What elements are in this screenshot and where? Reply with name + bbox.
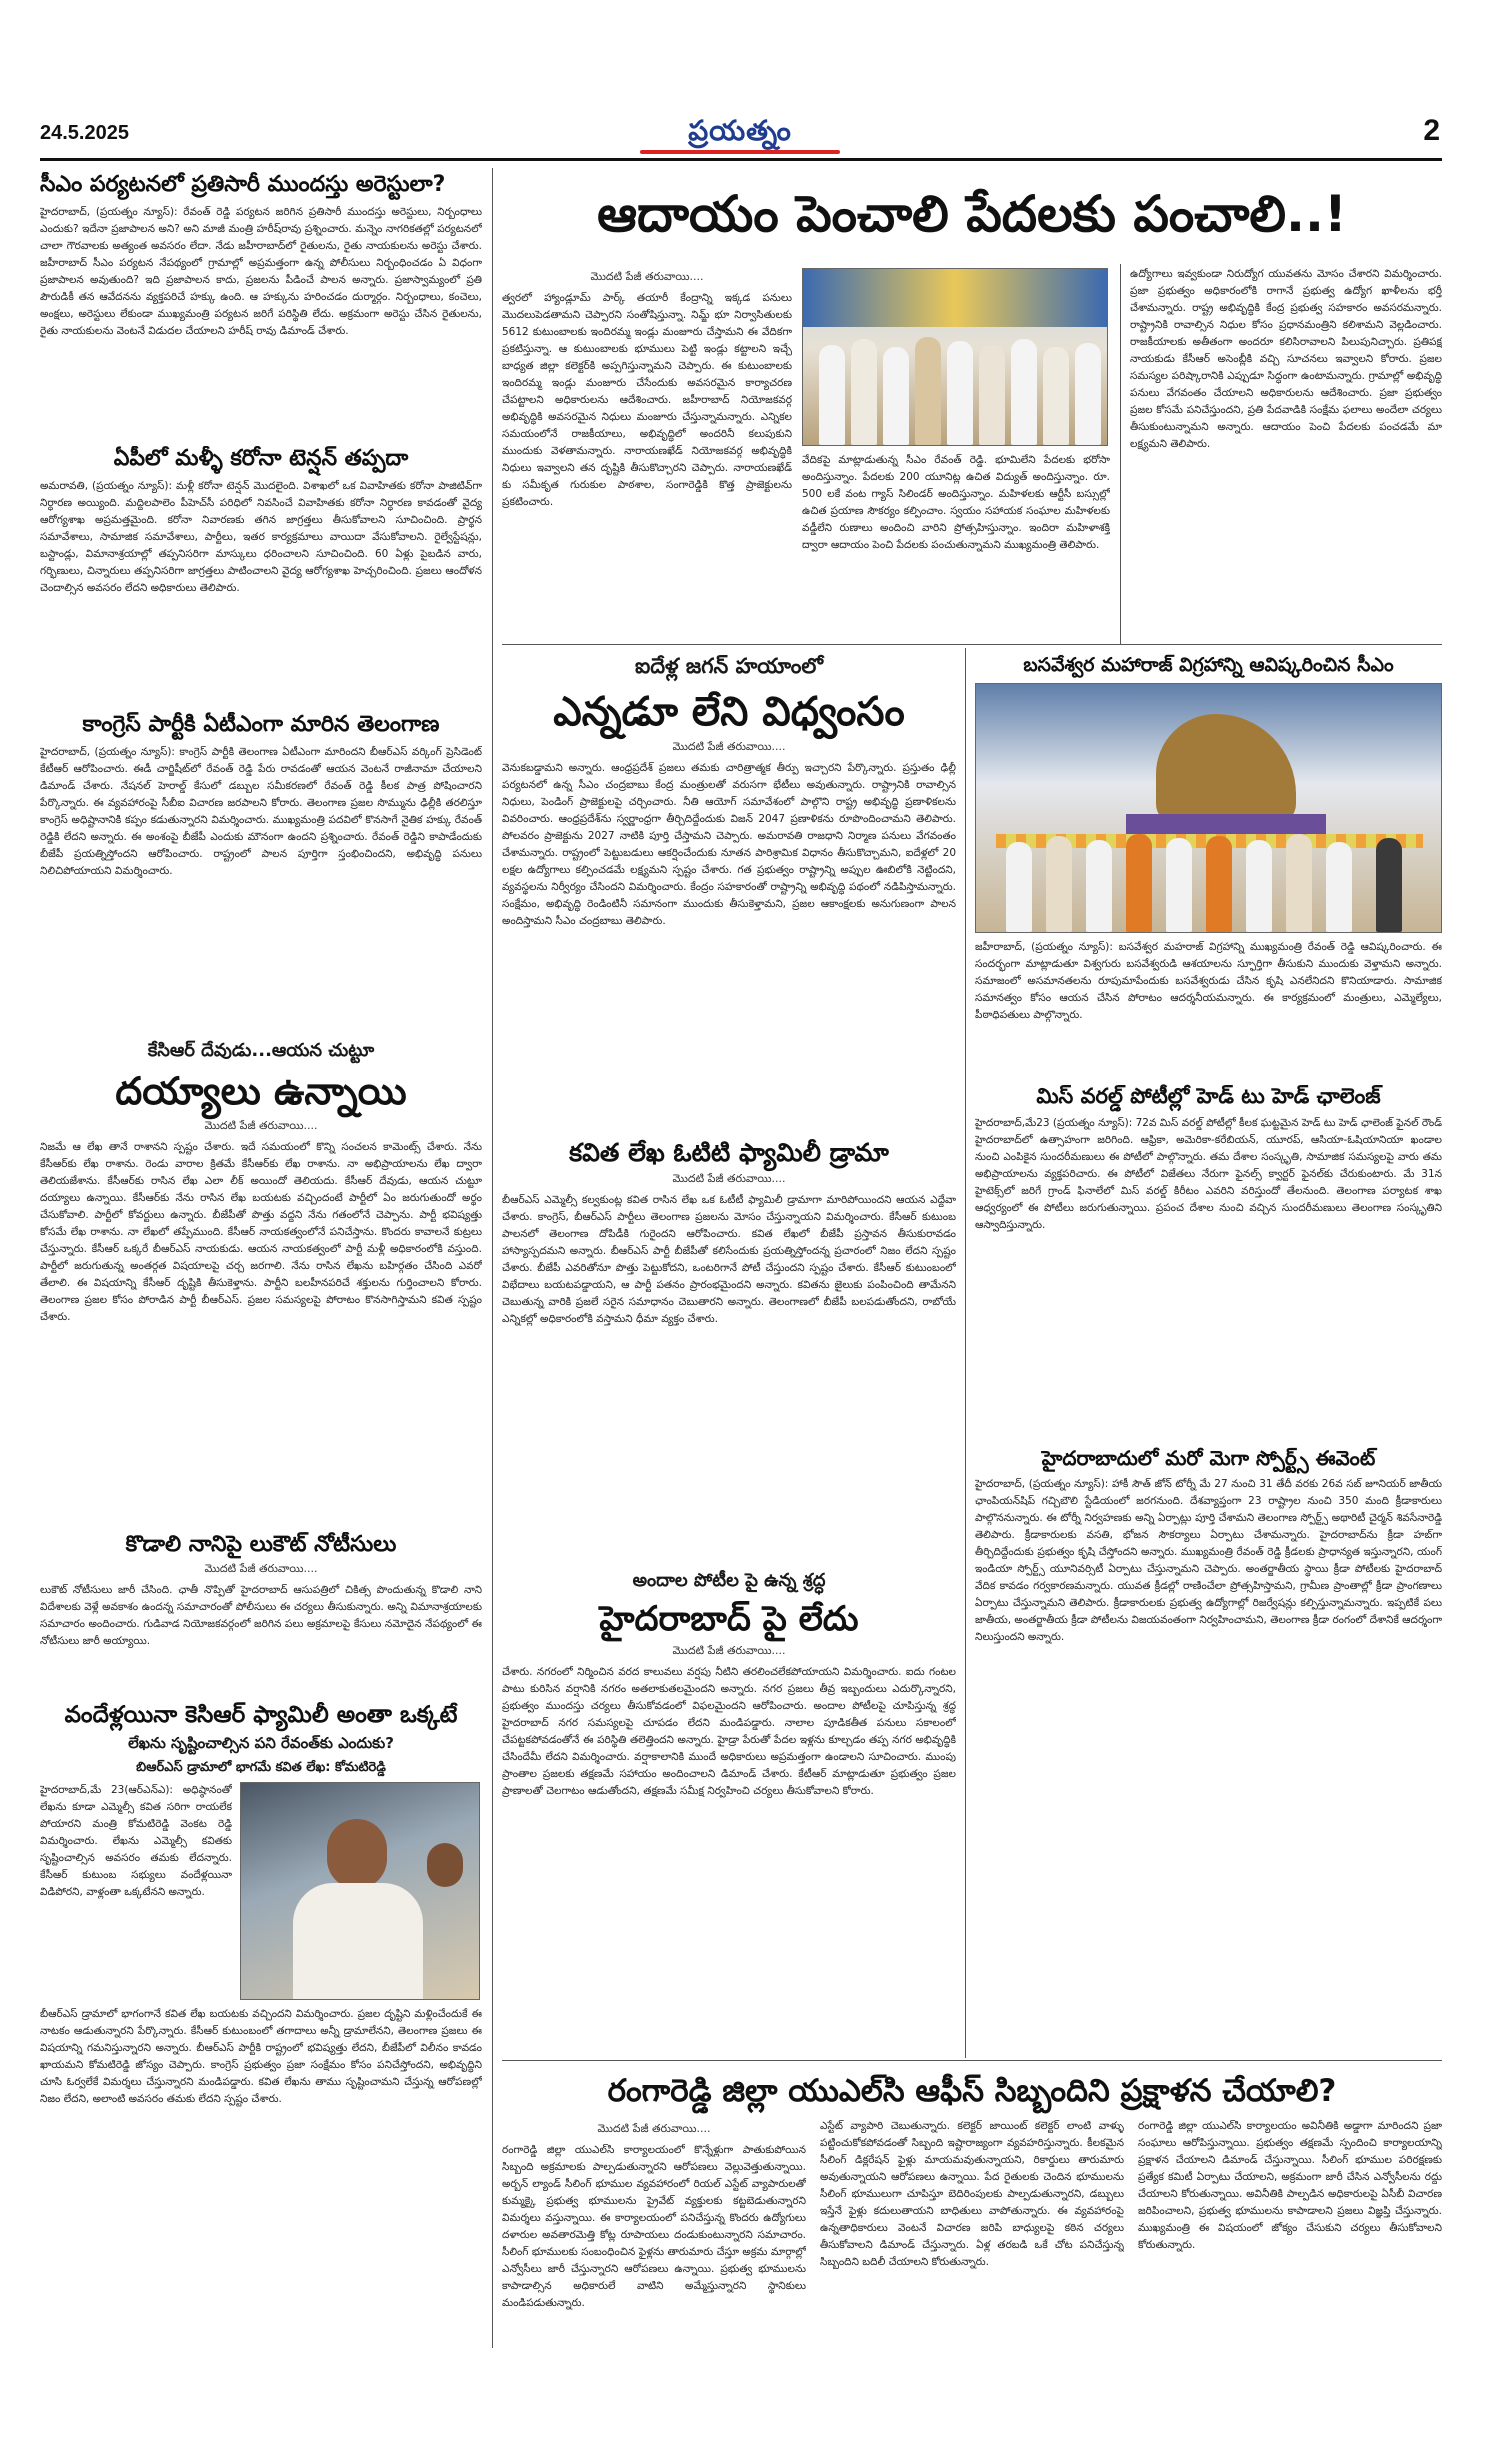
headline: కాంగ్రెస్ పార్టీకి ఏటీఎంగా మారిన తెలంగాణ (82, 712, 440, 737)
person-body-shape (293, 1883, 423, 2000)
person-shape (1126, 834, 1152, 932)
article-kcr-devils (40, 1040, 482, 1526)
article-body: వెనుకబడ్డామని అన్నారు. ఆంధ్రప్రదేశ్ ప్రజలు తమకు చారిత్రాత్మక తీర్పు ఇచ్చారని పేర్కొన్నారు. ప్రస్తుతం ఢిల్లీ పర్యటనలో ఉన్న సీఎం చంద్రబాబు కేంద్ర మంత్రులతో వరుసగా భేటీలు అవుతున్నారు. రాష్ట్రానికి రావాల్సిన నిధులు, పెండింగ్ ప్రాజెక్టులపై చర్చించారు. నీతి ఆయోగ్ సమావేశంలో పాల్గొని రాష్ట్ర అభివృద్ధి ప్రణాళికలను వివరించారు. ఆంధ్రప్రదేశ్‌ను స్వర్ణాంధ్రగా తీర్చిదిద్దేందుకు విజన్ 2047 ప్రణాళికను రూపొందించామని తెలిపారు. పోలవరం ప్రాజెక్టును 2027 నాటికి పూర్తి చేస్తామని చెప్పారు. అమరావతి రాజధాని నిర్మాణ పనులు వేగవంతం చేశామన్నారు. రాష్ట్రంలో పెట్టుబడులు ఆకర్షించేందుకు నూతన పారిశ్రామిక విధానం తీసుకొచ్చామని, ఐదేళ్లలో 20 లక్షల ఉద్యోగాలు కల్పించడమే లక్ష్యమని స్పష్టం చేశారు. గత ప్రభుత్వం రాష్ట్రాన్ని అప్పుల ఊబిలోకి నెట్టిందని, వ్యవస్థలను నిర్వీర్యం చేసిందని విమర్శించారు. కేంద్రం సహకారంతో రాష్ట్రాన్ని అభివృద్ధి పథంలో నడిపిస్తామన్నారు. సంక్షేమం, అభివృద్ధి రెండింటినీ సమానంగా ముందుకు తీసుకెళ్తామని, ప్రజల ఆకాంక్షలకు అనుగుణంగా పాలన అందిస్తామని సీఎం చంద్రబాబు తెలిపారు. (502, 762, 956, 927)
article-body: వేదికపై మాట్లాడుతున్న సీఎం రేవంత్ రెడ్డి. భూమిలేని పేదలకు భరోసా అందిస్తున్నాం. పేదలకు 200 యూనిట్ల ఉచిత విద్యుత్ అందిస్తున్నాం. రూ. 500 లకే వంట గ్యాస్ సిలిండర్ అందిస్తున్నాం. మహిళలకు ఆర్టీసీ బస్సుల్లో ఉచిత ప్రయాణ సౌకర్యం కల్పించాం. స్వయం సహాయక సంఘాల మహిళలకు వడ్డీలేని రుణాలు అందించి వారిని ప్రోత్సహిస్తున్నాం. ఇందిరా మహిళాశక్తి ద్వారా ఆదాయం పెంచి పేదలకు పంచుతున్నామని ముఖ్యమంత్రి తెలిపారు. (802, 454, 1110, 551)
person-shape (1246, 840, 1272, 932)
headline: ఏపీలో మళ్ళీ కరోనా టెన్షన్ తప్పదా (113, 446, 409, 471)
headline: కవిత లేఖ ఓటిటి ఫ్యామిలీ డ్రామా (569, 1138, 889, 1167)
continued-label: మొదటి పేజీ తరువాయి.... (590, 270, 704, 283)
article-body: త్వరలో హ్యాండ్లూమ్ పార్క్ త‌యారీ కేంద్రాన్ని ఇక్కడ పనులు మొదలుపెడతామని చెప్పారని సంతోషిస్తున్నా. నిమ్జ్ భూ నిర్వాసితులకు 5612 కుటుంబాలకు ఇందిరమ్మ ఇండ్లు మంజూరు చేస్తామని ఈ వేదికగా ప్రకటిస్తున్నా. ఆ కుటుంబాలకు భూములు పెట్టి ఇండ్లు కట్టాలని ఇచ్చే బాధ్యత జిల్లా కలెక్టర్‌కి అప్పగిస్తున్నామని చెప్పారు. ఈ కుటుంబాలకు ఇందిరమ్మ ఇండ్లు మంజూరు చేసేందుకు అవసరమైన కార్యాచరణ చేపట్టాలని అధికారులను ఆదేశించారు. జహీరాబాద్ నియోజకవర్గ అభివృద్ధికి అవసరమైన నిధులు మంజూరు చేస్తున్నామన్నారు. ఎన్నికల సమయంలోనే రాజకీయాలు, అభివృద్ధిలో అందరినీ కలుపుకుని ముందుకు వెళతామన్నారు. నారాయణఖేడ్ నియోజకవర్గ అభివృద్ధికి నిధులు ఇవ్వాలని తన దృష్టికి తీసుకొచ్చారని చెప్పారు. నారాయణఖేడ్ కు సమీకృత గురుకుల పాఠశాల, సంగారెడ్డికి కొత్త ప్రాజెక్టులను ప్రకటించారు. (502, 292, 792, 508)
person-shape (1376, 838, 1402, 932)
person-shape (819, 345, 845, 445)
left-column (40, 172, 482, 2348)
lead-photo-caption-column (802, 452, 1110, 638)
bottom-column (1138, 2118, 1442, 2342)
article-miss-world (975, 1084, 1442, 1438)
lead-headline: ఆదాయం పెంచాలి పేదలకు పంచాలి..! (597, 185, 1347, 243)
headline: రంగారెడ్డి జిల్లా యుఎల్‌సి ఆఫీస్ సిబ్బందిని ప్రక్షాళన చేయాలి? (607, 2073, 1337, 2109)
person-shape (915, 337, 941, 445)
page-number: 2 (1423, 114, 1440, 147)
continued-label: మొదటి పేజీ తరువాయి.... (672, 1172, 786, 1185)
continued-label: మొదటి పేజీ తరువాయి.... (597, 2122, 711, 2135)
article-body: ఎస్టేట్ వ్యాపారి చెబుతున్నారు. కలెక్టర్ జాయింట్ కలెక్టర్ లాంటి వాళ్ళు పట్టించుకోకపోవడంతో సిబ్బంది ఇష్టారాజ్యంగా వ్యవహరిస్తున్నారు. కీలకమైన సీలింగ్ డిక్లరేషన్ ఫైళ్లు మాయమవుతున్నాయని, రికార్డులు తారుమారు అవుతున్నాయని ఆరోపణలు ఉన్నాయి. పేద రైతులకు చెందిన భూములను సీలింగ్ భూములుగా చూపిస్తూ బెదిరింపులకు పాల్పడుతున్నారని, డబ్బులు ఇస్తేనే ఫైళ్లు కదులుతాయని బాధితులు వాపోతున్నారు. ఈ వ్యవహారంపై ఉన్నతాధికారులు వెంటనే విచారణ జరిపి బాధ్యులపై కఠిన చర్యలు తీసుకోవాలని డిమాండ్ చేస్తున్నారు. ఏళ్ల తరబడి ఒకే చోట పనిచేస్తున్న సిబ్బందిని బదిలీ చేయాలని కోరుతున్నారు. (820, 2120, 1124, 2268)
masthead (40, 114, 1440, 156)
kicker: అందాల పోటీల పై ఉన్న శ్రద్ధ (632, 1570, 826, 1591)
article-body: నిజమే ఆ లేఖ తానే రాశానని స్పష్టం చేశారు. ఇదే సమయంలో కొన్ని సంచలన కామెంట్స్ చేశారు. నేను కేసీఆర్‌కు లేఖ రాశాను. రెండు వారాల క్రితమే కేసీఆర్‌కు లేఖ రాశాను. నా అభిప్రాయాలను లేఖ ద్వారా తెలియజేశాను. కేసీఆర్‌కు రాసిన లేఖ ఎలా లీక్ అయిందో తెలియదు. కేసీఆర్ దేవుడు, ఆయన చుట్టూ దయ్యాలు ఉన్నాయి. కేసీఆర్‌కు నేను రాసిన లేఖ బయటకు వచ్చిందంటే పార్టీలో ఏం జరుగుతుందో అర్థం చేసుకోవాలి. పార్టీలో కోవర్టులు ఉన్నారు. బీజేపీతో పొత్తు వద్దని నేను గతంలోనే చెప్పాను. పార్టీ భవిష్యత్తు కోసమే లేఖ రాశాను. నా లేఖలో తప్పేముంది. కేసీఆర్ నాయకత్వంలోనే పనిచేస్తాను. కొందరు కావాలనే కుట్రలు చేస్తున్నారు. కేసీఆర్ ఒక్కరే బీఆర్ఎస్ నాయకుడు. ఆయన నాయకత్వంలో పార్టీ మళ్లీ అధికారంలోకి వస్తుంది. పార్టీలో జరుగుతున్న అంతర్గత విషయాలపై చర్చ జరగాలి. నేను రాసిన లేఖను బహిర్గతం చేసింది ఎవరో తేలాలి. ఈ విషయాన్ని కేసీఆర్ దృష్టికి తీసుకెళ్తాను. పార్టీని బలహీనపరిచే శక్తులను గుర్తించాలని కోరారు. తెలంగాణ ప్రజల కోసం పోరాడిన పార్టీ బీఆర్ఎస్. ప్రజల సమస్యలపై పోరాటం కొనసాగిస్తామని కవిత స్పష్టం చేశారు. (40, 1140, 482, 1323)
continued-label: మొదటి పేజీ తరువాయి.... (672, 740, 786, 753)
komatireddy-photo (240, 1782, 480, 2000)
column-divider (492, 168, 493, 2348)
logo-swoosh (640, 150, 840, 154)
section-divider (502, 2060, 1442, 2061)
article-congress-atm (40, 712, 482, 1036)
article-hyderabad-neglect (502, 1570, 956, 2050)
article-basaveshwara (975, 654, 1442, 1070)
person-shape (1086, 840, 1112, 932)
newspaper-logo (610, 116, 870, 152)
cm-meeting-photo (802, 268, 1108, 446)
article-sports-event (975, 1446, 1442, 2046)
headline: బసవేశ్వర మహారాజ్ విగ్రహాన్ని ఆవిష్కరించిన సీఎం (1023, 654, 1394, 676)
headline: వందేళ్లయినా కెసిఆర్ ఫ్యామిలీ అంతా ఒక్కటే (64, 1702, 458, 1728)
person-shape (1075, 343, 1101, 445)
continued-label: మొదటి పేజీ తరువాయి.... (204, 1562, 318, 1576)
article-kcr-family (40, 1702, 482, 2342)
bottom-column (502, 2118, 806, 2342)
middle-column (502, 654, 956, 2054)
continued-label: మొదటి పేజీ తరువాయి.... (204, 1118, 318, 1132)
statue-unveiling-photo (975, 683, 1442, 933)
lead-column-1 (502, 266, 792, 638)
headline: దయ్యాలు ఉన్నాయి (115, 1069, 407, 1113)
person-shape (1166, 838, 1192, 932)
kicker: ఐదేళ్ల జగన్ హయాంలో (634, 654, 824, 678)
kicker: కేసిఆర్ దేవుడు...ఆయన చుట్టూ (147, 1040, 375, 1061)
article-body: చేశారు. నగరంలో నిర్మించిన వరద కాలువలు వర్షపు నీటిని తరలించలేకపోయాయని విమర్శించారు. ఐదు గంటల పాటు కురిసిన వర్షానికి నగరం అతలాకుతలమైందని అన్నారు. నగర ప్రజలు తీవ్ర ఇబ్బందులు ఎదుర్కొన్నారని, ప్రభుత్వం ముందస్తు చర్యలు తీసుకోవడంలో విఫలమైందని ఆరోపించారు. అందాల పోటీలపై చూపిస్తున్న శ్రద్ధ హైదరాబాద్ నగర సమస్యలపై చూపడం లేదని మండిపడ్డారు. నాలాల పూడికతీత పనులు సకాలంలో చేపట్టకపోవడంతోనే ఈ పరిస్థితి తలెత్తిందని అన్నారు. హైడ్రా పేరుతో పేదల ఇళ్లను కూల్చడం తప్ప నగర అభివృద్ధికి చేసిందేమీ లేదని విమర్శించారు. వర్షాకాలానికి ముందే అధికారులు అప్రమత్తంగా ఉండాలని సూచించారు. ముంపు ప్రాంతాల ప్రజలకు తక్షణమే సహాయం అందించాలని డిమాండ్ చేశారు. కేటీఆర్ మాట్లాడుతూ ప్రభుత్వం ప్రజల ప్రాణాలతో చెలగాటం ఆడుతోందని, తక్షణమే సమీక్ష నిర్వహించి చర్యలు తీసుకోవాలని కోరారు. (502, 1665, 956, 1797)
person-head-shape (327, 1819, 387, 1889)
article-body: హైదరాబాద్, (ప్రయత్నం న్యూస్): హాకీ సౌత్ జోన్ టోర్నీ మే 27 నుంచి 31 తేదీ వరకు 26వ సబ్ జూనియర్ జాతీయ ఛాంపియన్‌షిప్ గచ్చిబౌలి స్టేడియంలో జరగనుంది. దేశవ్యాప్తంగా 23 రాష్ట్రాల నుంచి 350 మంది క్రీడాకారులు పాల్గొననున్నారు. ఈ టోర్నీ నిర్వహణకు అన్ని ఏర్పాట్లు పూర్తి చేశామని తెలంగాణ స్పోర్ట్స్ అథారిటీ చైర్మన్ శివసేనారెడ్డి తెలిపారు. క్రీడాకారులకు వసతి, భోజన సౌకర్యాలు ఏర్పాటు చేశామన్నారు. హైదరాబాద్‌ను క్రీడా హబ్‌గా తీర్చిదిద్దేందుకు ప్రభుత్వం కృషి చేస్తోందని అన్నారు. ముఖ్యమంత్రి రేవంత్ రెడ్డి క్రీడలకు ప్రాధాన్యత ఇస్తున్నారని, యంగ్ ఇండియా స్పోర్ట్స్ యూనివర్సిటీ ఏర్పాటు చేస్తున్నామని చెప్పారు. అంతర్జాతీయ స్థాయి క్రీడా పోటీలకు హైదరాబాద్ వేదిక కావడం గర్వకారణమన్నారు. యువత క్రీడల్లో రాణించేలా ప్రోత్సహిస్తామని, గ్రామీణ ప్రాంతాల్లో క్రీడా ప్రాంగణాలు ఏర్పాటు చేస్తున్నామని తెలిపారు. క్రీడాకారులకు ప్రభుత్వ ఉద్యోగాల్లో రిజర్వేషన్లు కల్పిస్తున్నామన్నారు. ఇప్పటికే పలు జాతీయ, అంతర్జాతీయ క్రీడా పోటీలను విజయవంతంగా నిర్వహించామని, తెలంగాణ క్రీడా రంగంలో దేశానికే ఆదర్శంగా నిలుస్తుందని అన్నారు. (975, 1478, 1442, 1643)
article-body: అమరావతి, (ప్రయత్నం న్యూస్): మళ్లీ కరోనా టెన్షన్ మొదలైంది. విశాఖలో ఒక వివాహితకు కరోనా పాజిటివ్‌గా నిర్ధారణ అయ్యింది. మద్దిలపాలెం పీహెచ్‌సీ పరిధిలో నివసించే వివాహితకు కరోనా నిర్ధారణ కావడంతో వైద్య ఆరోగ్యశాఖ అప్రమత్తమైంది. కరోనా నివారణకు తగిన జాగ్రత్తలు తీసుకోవాలని సూచించింది. ప్రార్థన సమావేశాలు, సామాజిక సమావేశాలు, పార్టీలు, ఇతర కార్యక్రమాలు వాయిదా వేసుకోవాలని. రైల్వేస్టేషన్లు, బస్టాండ్లు, విమానాశ్రయాల్లో తప్పనిసరిగా మాస్కులు ధరించాలని సూచించింది. 60 ఏళ్లు పైబడిన వారు, గర్భిణులు, చిన్నారులు తప్పనిసరిగా జాగ్రత్తలు పాటించాలని వైద్య ఆరోగ్యశాఖ హెచ్చరించింది. ప్రజలు ఆందోళన చెందాల్సిన అవసరం లేదని అధికారులు తెలిపారు. (40, 480, 482, 595)
headline: కొడాలి నానిపై లుకౌట్ నోటీసులు (125, 1532, 397, 1557)
article-kavitha-ott (502, 1138, 956, 1558)
article-body: జహీరాబాద్, (ప్రయత్నం న్యూస్): బసవేశ్వర మహరాజ్ విగ్రహాన్ని ముఖ్యమంత్రి రేవంత్ రెడ్డి ఆవిష్కరించారు. ఈ సందర్భంగా మాట్లాడుతూ విశ్వగురు బసవేశ్వరుడి ఆశయాలను స్ఫూర్తిగా తీసుకుని ముందుకు వెళ్తామని అన్నారు. సమాజంలో అసమానతలను రూపుమాపేందుకు బసవేశ్వరుడు చేసిన కృషి ఎనలేనిదని కొనియాడారు. సామాజిక సమానత్వం కోసం ఆయన చేసిన పోరాటం ఆదర్శనీయమన్నారు. ఈ కార్యక్రమంలో మంత్రులు, ఎమ్మెల్యేలు, పీఠాధిపతులు పాల్గొన్నారు. (975, 940, 1442, 1021)
person-shape (1286, 834, 1312, 932)
person-shape (1043, 347, 1069, 445)
article-arrests (40, 172, 482, 440)
horse-statue-shape (1156, 714, 1296, 824)
continued-label: మొదటి పేజీ తరువాయి.... (672, 1643, 786, 1657)
issue-date: 24.5.2025 (40, 122, 129, 144)
headline: ఎన్నడూ లేని విధ్వంసం (553, 689, 905, 735)
article-body: రంగారెడ్డి జిల్లా యుఎల్‌సి కార్యాలయంలో కొన్నేళ్లుగా పాతుకుపోయిన సిబ్బంది అక్రమాలకు పాల్పడుతున్నారని ఆరోపణలు వెల్లువెత్తుతున్నాయి. అర్బన్ ల్యాండ్ సీలింగ్ భూముల వ్యవహారంలో రియల్ ఎస్టేట్ వ్యాపారులతో కుమ్మక్కై ప్రభుత్వ భూములను ప్రైవేట్ వ్యక్తులకు కట్టబెడుతున్నారని విమర్శలు వస్తున్నాయి. ఈ కార్యాలయంలో పనిచేస్తున్న కొందరు ఉద్యోగులు దళారుల అవతారమెత్తి కోట్ల రూపాయలు దండుకుంటున్నారని సమాచారం. సీలింగ్ భూములకు సంబంధించిన ఫైళ్లను తారుమారు చేస్తూ అక్రమ మార్గాల్లో ఎన్వోసీలు జారీ చేస్తున్నారని ఆరోపణలు ఉన్నాయి. ప్రభుత్వ భూములను కాపాడాల్సిన అధికారులే వాటిని అమ్మేస్తున్నారని స్థానికులు మండిపడుతున్నారు. (502, 2144, 806, 2309)
person-head-shape (427, 1843, 463, 1887)
article-body: హైదరాబాద్,మే 23(ఆర్ఎన్ఎ): అధిష్ఠానంతో లేఖను కూడా ఎమ్మెల్సీ కవిత సరిగా రాయలేక పోయారని మంత్రి కోమటిరెడ్డి వెంకట రెడ్డి విమర్శించారు. లేఖను ఎమ్మెల్సీ కవితకు సృష్టించాల్సిన అవసరం తమకు లేదన్నారు. కేసీఆర్ కుటుంబ సభ్యులు వందేళ్లయినా విడిపోరని, వాళ్లంతా ఒక్కటేనని అన్నారు. (40, 1783, 232, 1898)
headline: హైదరాబాద్ పై లేదు (599, 1599, 859, 1639)
person-shape (979, 345, 1005, 445)
article-body: హైదరాబాద్, (ప్రయత్నం న్యూస్): రేవంత్ రెడ్డి పర్యటన జరిగిన ప్రతిసారీ ముందస్తు అరెస్టులు, నిర్బంధాలు ఎందుకు? ఇదేనా ప్రజాపాలన అని? అని మాజీ మంత్రి హరీష్‌రావు ప్రశ్నించారు. మన్నెం నాగరికతల్లో పర్యటనలో చాలా గౌరవాలకు అత్యంత అవసరం లేదా. నేడు జహీరాబాద్‌లో రైతులను, రైతు నాయకులను అరెస్టు చేశారు. జహీరాబాద్ సీఎం పర్యటన నేపథ్యంలో గ్రామాల్లో అప్రమత్తంగా ఉన్న పోలీసులు నిర్బంధించడం ఏ విధంగా ప్రజాపాలన అవుతుంది? ఇది ప్రజాపాలన కాదు, ప్రజలను పీడించే పాలన అన్నారు. ప్రజాస్వామ్యంలో ప్రతి పౌరుడికీ తన ఆవేదనను వ్యక్తపరిచే హక్కు ఉంది. ఆ హక్కును హరించడం దుర్మార్గం. నిర్బంధాలు, కంచెలు, అంక్షలు, అరెస్టులు లేకుండా ముఖ్యమంత్రి పర్యటన జరిగే పరిస్థితి లేదు. అక్రమంగా అరెస్టు చేసిన రైతులను, రైతు నాయకులను వెంటనే విడుదల చేయాలని హరీష్ రావు డిమాండ్ చేశారు. (40, 206, 482, 338)
right-column (975, 654, 1442, 2054)
headline: హైదరాబాదులో మరో మెగా స్పోర్ట్స్ ఈవెంట్ (1041, 1446, 1376, 1470)
lead-headline-box (502, 172, 1442, 260)
subheadline: బిఆర్ఎస్ డ్రామాలో భాగమే కవిత లేఖ: కోమటిరెడ్డి (136, 1759, 386, 1775)
logo-text: ప్రయత్నం (688, 114, 792, 147)
person-shape (1006, 842, 1032, 932)
person-shape (1326, 842, 1352, 932)
person-shape (1046, 836, 1072, 932)
section-divider (502, 644, 1442, 645)
person-shape (947, 341, 973, 445)
lead-column-4 (1130, 266, 1442, 638)
article-body: హైదరాబాద్, (ప్రయత్నం న్యూస్): కాంగ్రెస్ పార్టీకి తెలంగాణ ఏటీఎంగా మారిందని బీఆర్ఎస్ వర్కింగ్ ప్రెసిడెంట్ కేటీఆర్ ఆరోపించారు. ఈడీ చార్జిషీట్‌లో రేవంత్ రెడ్డి పేరు రావడంతో ఆయన వెంటనే రాజీనామా చేయాలని డిమాండ్ చేశారు. నేషనల్ హెరాల్డ్ కేసులో డబ్బుల సమీకరణలో రేవంత్ రెడ్డి కీలక పాత్ర పోషించారని పేర్కొన్నారు. ఈ వ్యవహారంపై సీబీఐ విచారణ జరపాలని కోరారు. తెలంగాణ ప్రజల సొమ్మును ఢిల్లీకి తరలిస్తూ కాంగ్రెస్ అధిష్టానానికి కప్పం కడుతున్నారని విమర్శించారు. ముఖ్యమంత్రి పదవిలో కొనసాగే నైతిక హక్కు రేవంత్ రెడ్డికి లేదని అన్నారు. ఈ అంశంపై బీజేపీ ఎందుకు మౌనంగా ఉందని ప్రశ్నించారు. రేవంత్ రెడ్డిని కాపాడేందుకు బీజేపీ ప్రయత్నిస్తోందని ఆరోపించారు. రాష్ట్రంలో పాలన పూర్తిగా స్తంభించిందని, అభివృద్ధి పనులు నిలిచిపోయాయని విమర్శించారు. (40, 746, 482, 878)
bottom-column (820, 2118, 1124, 2342)
person-shape (1206, 836, 1232, 932)
headline: మిస్ వరల్డ్ పోటీల్లో హెడ్ టు హెడ్ ఛాలెంజ్ (1036, 1084, 1381, 1108)
person-shape (1011, 339, 1037, 445)
column-divider (965, 648, 966, 2058)
article-body: రంగారెడ్డి జిల్లా యుఎల్‌సి కార్యాలయం అవినీతికి అడ్డాగా మారిందని ప్రజా సంఘాలు ఆరోపిస్తున్నాయి. ప్రభుత్వం తక్షణమే స్పందించి కార్యాలయాన్ని ప్రక్షాళన చేయాలని డిమాండ్ చేస్తున్నాయి. సీలింగ్ భూముల పరిరక్షణకు ప్రత్యేక కమిటీ ఏర్పాటు చేయాలని, అక్రమంగా జారీ చేసిన ఎన్వోసీలను రద్దు చేయాలని కోరుతున్నాయి. అవినీతికి పాల్పడిన అధికారులపై ఏసీబీ విచారణ జరిపించాలని, ప్రభుత్వ భూములను కాపాడాలని ప్రజలు విజ్ఞప్తి చేస్తున్నారు. ముఖ్యమంత్రి ఈ విషయంలో జోక్యం చేసుకుని చర్యలు తీసుకోవాలని కోరుతున్నారు. (1138, 2120, 1442, 2251)
article-body: బీఆర్ఎస్ ఎమ్మెల్సీ కల్వకుంట్ల కవిత రాసిన లేఖ ఒక ఓటీటీ ఫ్యామిలీ డ్రామాగా మారిపోయిందని ఆయన ఎద్దేవా చేశారు. కాంగ్రెస్, బీఆర్ఎస్ పార్టీలు తెలంగాణ ప్రజలను మోసం చేస్తున్నాయని విమర్శించారు. కేసీఆర్ కుటుంబ పాలనలో తెలంగాణ దోపిడీకి గురైందని ఆరోపించారు. కవిత లేఖలో బీజేపీ ప్రస్తావన తీసుకురావడం హాస్యాస్పదమని అన్నారు. బీఆర్ఎస్ పార్టీ బీజేపీతో కలిసేందుకు ప్రయత్నిస్తోందన్న ప్రచారంలో నిజం లేదని స్పష్టం చేశారు. బీజేపీ ఎవరితోనూ పొత్తు పెట్టుకోదని, ఒంటరిగానే పోటీ చేస్తుందని స్పష్టం చేశారు. కేసీఆర్ కుటుంబంలో విభేదాలు బయటపడ్డాయని, ఆ పార్టీ పతనం ప్రారంభమైందని అన్నారు. కవితను జైలుకు పంపించింది తామేనని చెబుతున్న వారికి ప్రజలే సరైన సమాధానం చెబుతారని అన్నారు. తెలంగాణలో బీజేపీ బలపడుతోందని, రాబోయే ఎన్నికల్లో అధికారంలోకి వస్తామని ధీమా వ్యక్తం చేశారు. (502, 1194, 956, 1325)
bottom-story (502, 2066, 1442, 2356)
article-body: ఉద్యోగాలు ఇవ్వకుండా నిరుద్యోగ యువతను మోసం చేశారని విమర్శించారు. ప్రజా ప్రభుత్వం అధికారంలోకి రాగానే ప్రభుత్వ ఉద్యోగ ఖాళీలను భర్తీ చేశామన్నారు. రాష్ట్ర అభివృద్ధికి కేంద్ర ప్రభుత్వ సహకారం అవసరమన్నారు. రాష్ట్రానికి రావాల్సిన నిధుల కోసం ప్రధానమంత్రిని కలిశామని వెల్లడించారు. రాజకీయాలకు అతీతంగా అందరూ కలిసిరావాలని పిలుపునిచ్చారు. ప్రతిపక్ష నాయకుడు కేసీఆర్ అసెంబ్లీకి వచ్చి సూచనలు ఇవ్వాలని కోరారు. ప్రజల సమస్యల పరిష్కారానికి ఎప్పుడూ సిద్ధంగా ఉంటామన్నారు. గ్రామాల్లో అభివృద్ధి పనులు వేగవంతం చేయాలని అధికారులను ఆదేశించారు. ప్రజా ప్రభుత్వం ప్రజల కోసమే పనిచేస్తుందని, ప్రతి పేదవాడికి సంక్షేమ ఫలాలు అందేలా చర్యలు తీసుకుంటున్నామని అన్నారు. ఆదాయం పెంచి పేదలకు పంచడమే మా లక్ష్యమని తెలిపారు. (1130, 268, 1442, 450)
article-body: హైదరాబాద్,మే23 (ప్రయత్నం న్యూస్): 72వ మిస్ వరల్డ్ పోటీల్లో కీలక ఘట్టమైన హెడ్ టు హెడ్ ఛాలెంజ్ ఫైనల్ రౌండ్ హైదరాబాద్‌లో ఉత్సాహంగా జరిగింది. ఆఫ్రికా, అమెరికా-కరేబియన్, యూరప్, ఆసియా-ఓషియానియా ఖండాల నుంచి ఎంపికైన సుందరీమణులు ఈ పోటీలో పాల్గొన్నారు. తమ దేశాల సంస్కృతి, సామాజిక సమస్యలపై వారు తమ అభిప్రాయాలను వ్యక్తపరిచారు. ఈ పోటీలో విజేతలు నేరుగా ఫైనల్స్ క్వార్టర్ ఫైనల్‌కు చేరుకుంటారు. మే 31న హైటెక్స్‌లో జరిగే గ్రాండ్ ఫినాలేలో మిస్ వరల్డ్ కిరీటం ఎవరిని వరిస్తుందో తేలనుంది. తెలంగాణ పర్యాటక శాఖ ఆధ్వర్యంలో ఈ పోటీలు జరుగుతున్నాయి. ప్రపంచ దేశాల నుంచి వచ్చిన సుందరీమణులు తెలంగాణ సంస్కృతిని ఆస్వాదిస్తున్నారు. (975, 1117, 1442, 1232)
article-body: బీఆర్ఎస్ డ్రామాలో భాగంగానే కవిత లేఖ బయటకు వచ్చిందని విమర్శించారు. ప్రజల దృష్టిని మళ్లించేందుకే ఈ నాటకం ఆడుతున్నారని పేర్కొన్నారు. కేసీఆర్ కుటుంబంలో తగాదాలు అన్నీ డ్రామాలేనని, తెలంగాణ ప్రజలు ఈ విషయాన్ని గమనిస్తున్నారని అన్నారు. బీఆర్ఎస్ పార్టీకి రాష్ట్రంలో భవిష్యత్తు లేదని, బీజేపీలో విలీనం కావడం ఖాయమని కోమటిరెడ్డి జోస్యం చెప్పారు. కాంగ్రెస్ ప్రభుత్వం ప్రజా సంక్షేమం కోసం పనిచేస్తోందని, అభివృద్ధిని చూసి ఓర్వలేకే విమర్శలు చేస్తున్నారని మండిపడ్డారు. కవిత లేఖను తాము సృష్టించామని చేస్తున్న ఆరోపణల్లో నిజం లేదని, అలాంటి అవసరం తమకు లేదని స్పష్టం చేశారు. (40, 2007, 482, 2105)
subheadline: లేఖను సృష్టించాల్సిన పని రేవంత్‌కు ఎందుకు? (128, 1733, 394, 1752)
headline: సీఎం పర్యటనలో ప్రతిసారీ ముందస్తు అరెస్టులా? (40, 172, 446, 197)
person-shape (851, 339, 877, 445)
article-body: లుకౌట్ నోటీసులు జారీ చేసింది. ఛాతీ నొప్పితో హైదరాబాద్ ఆసుపత్రిలో చికిత్స పొందుతున్న కొడాలి నాని విదేశాలకు వెళ్లే అవకాశం ఉందన్న సమాచారంతో పోలీసులు ఈ చర్యలు తీసుకున్నారు. అన్ని విమానాశ్రయాలకు సమాచారం అందించారు. గుడివాడ నియోజకవర్గంలో జరిగిన పలు అక్రమాలపై కేసులు నమోదైన నేపథ్యంలో ఈ నోటీసులు జారీ అయ్యాయి. (40, 1584, 482, 1648)
stage-banner (803, 269, 1107, 327)
article-jagan-destruction (502, 654, 956, 1124)
article-kodali-nani (40, 1532, 482, 1692)
article-corona (40, 446, 482, 708)
person-shape (883, 347, 909, 445)
masthead-rule (40, 158, 1442, 161)
column-divider (1120, 264, 1121, 644)
